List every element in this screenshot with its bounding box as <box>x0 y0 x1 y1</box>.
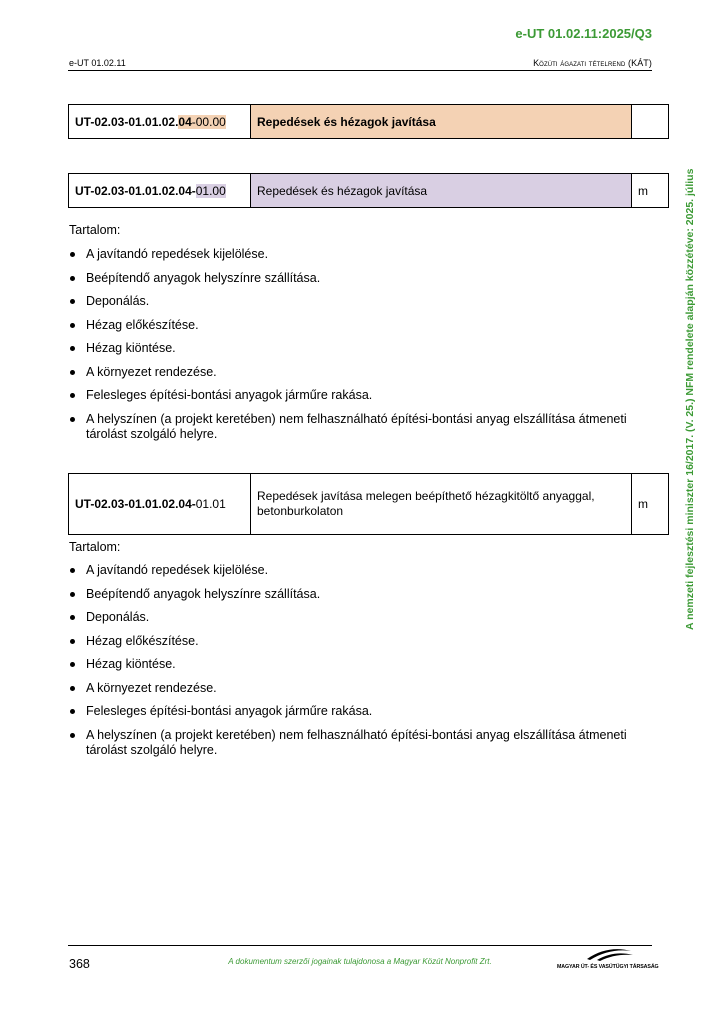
item-unit: m <box>632 474 669 535</box>
item-unit <box>632 105 669 139</box>
doc-code: e-UT 01.02.11:2025/Q3 <box>515 26 652 41</box>
list-item: Hézag kiöntése. <box>69 657 629 672</box>
item-code-suffix: -00.00 <box>191 114 226 129</box>
header-rule <box>68 70 652 71</box>
list-item: Hézag előkészítése. <box>69 318 629 333</box>
side-note: A nemzeti fejlesztési miniszter 16/2017. (V. 25.) NFM rendelete alapján közzétéve: 2025. július <box>684 168 696 630</box>
item-table-3 <box>68 473 669 535</box>
item-title: Repedések és hézagok javítása <box>251 174 632 208</box>
list-item: Beépítendő anyagok helyszínre szállítása. <box>69 587 629 602</box>
list-item: A környezet rendezése. <box>69 681 629 696</box>
header-right-abbr: (KÁT) <box>625 58 652 68</box>
item-table-2 <box>68 173 669 208</box>
item-code-part: UT-02.03-01.01.02. <box>75 114 179 129</box>
item-code-part: UT-02.03-01.01.02.04- <box>75 497 196 511</box>
header-right-title: Közúti ágazati tételrend <box>533 58 626 68</box>
item-code <box>69 174 251 208</box>
header-left: e-UT 01.02.11 <box>69 58 126 68</box>
list-item: A javítandó repedések kijelölése. <box>69 563 629 578</box>
list-item: A környezet rendezése. <box>69 365 629 380</box>
content-label: Tartalom: <box>69 223 121 237</box>
list-item: Felesleges építési-bontási anyagok járműre rakása. <box>69 704 629 719</box>
logo-text: MAGYAR ÚT- ÉS VASÚTÜGYI TÁRSASÁG <box>557 964 659 970</box>
page-number: 368 <box>69 957 90 971</box>
item-code-highlight: 04 <box>178 114 192 129</box>
item-code <box>69 474 251 535</box>
content-list <box>69 563 629 766</box>
list-item: A javítandó repedések kijelölése. <box>69 247 629 262</box>
list-item: Hézag előkészítése. <box>69 634 629 649</box>
list-item: Beépítendő anyagok helyszínre szállítása. <box>69 271 629 286</box>
item-table-1 <box>68 104 669 139</box>
list-item: Deponálás. <box>69 610 629 625</box>
item-unit: m <box>632 174 669 208</box>
list-item: A helyszínen (a projekt keretében) nem felhasználható építési-bontási anyag elszállítása átmeneti tárolást szolgáló helyre. <box>69 728 629 758</box>
list-item: Felesleges építési-bontási anyagok járműre rakása. <box>69 388 629 403</box>
list-item: Hézag kiöntése. <box>69 341 629 356</box>
header-right <box>533 58 652 68</box>
content-label: Tartalom: <box>69 540 121 554</box>
item-title: Repedések javítása melegen beépíthető hézagkitöltő anyaggal, betonburkolaton <box>251 474 632 535</box>
content-list <box>69 247 629 450</box>
list-item: Deponálás. <box>69 294 629 309</box>
logo-swoosh-icon <box>557 946 652 963</box>
item-code-highlight: 01.00 <box>195 183 226 198</box>
footer-copyright: A dokumentum szerzői jogainak tulajdonosa a Magyar Közút Nonprofit Zrt. <box>228 957 492 966</box>
item-code-part: UT-02.03-01.01.02.04- <box>75 183 196 198</box>
publisher-logo <box>557 946 659 970</box>
item-title: Repedések és hézagok javítása <box>251 105 632 139</box>
item-code-suffix: 01.01 <box>195 497 226 511</box>
list-item: A helyszínen (a projekt keretében) nem felhasználható építési-bontási anyag elszállítása átmeneti tárolást szolgáló helyre. <box>69 412 629 442</box>
item-code <box>69 105 251 139</box>
